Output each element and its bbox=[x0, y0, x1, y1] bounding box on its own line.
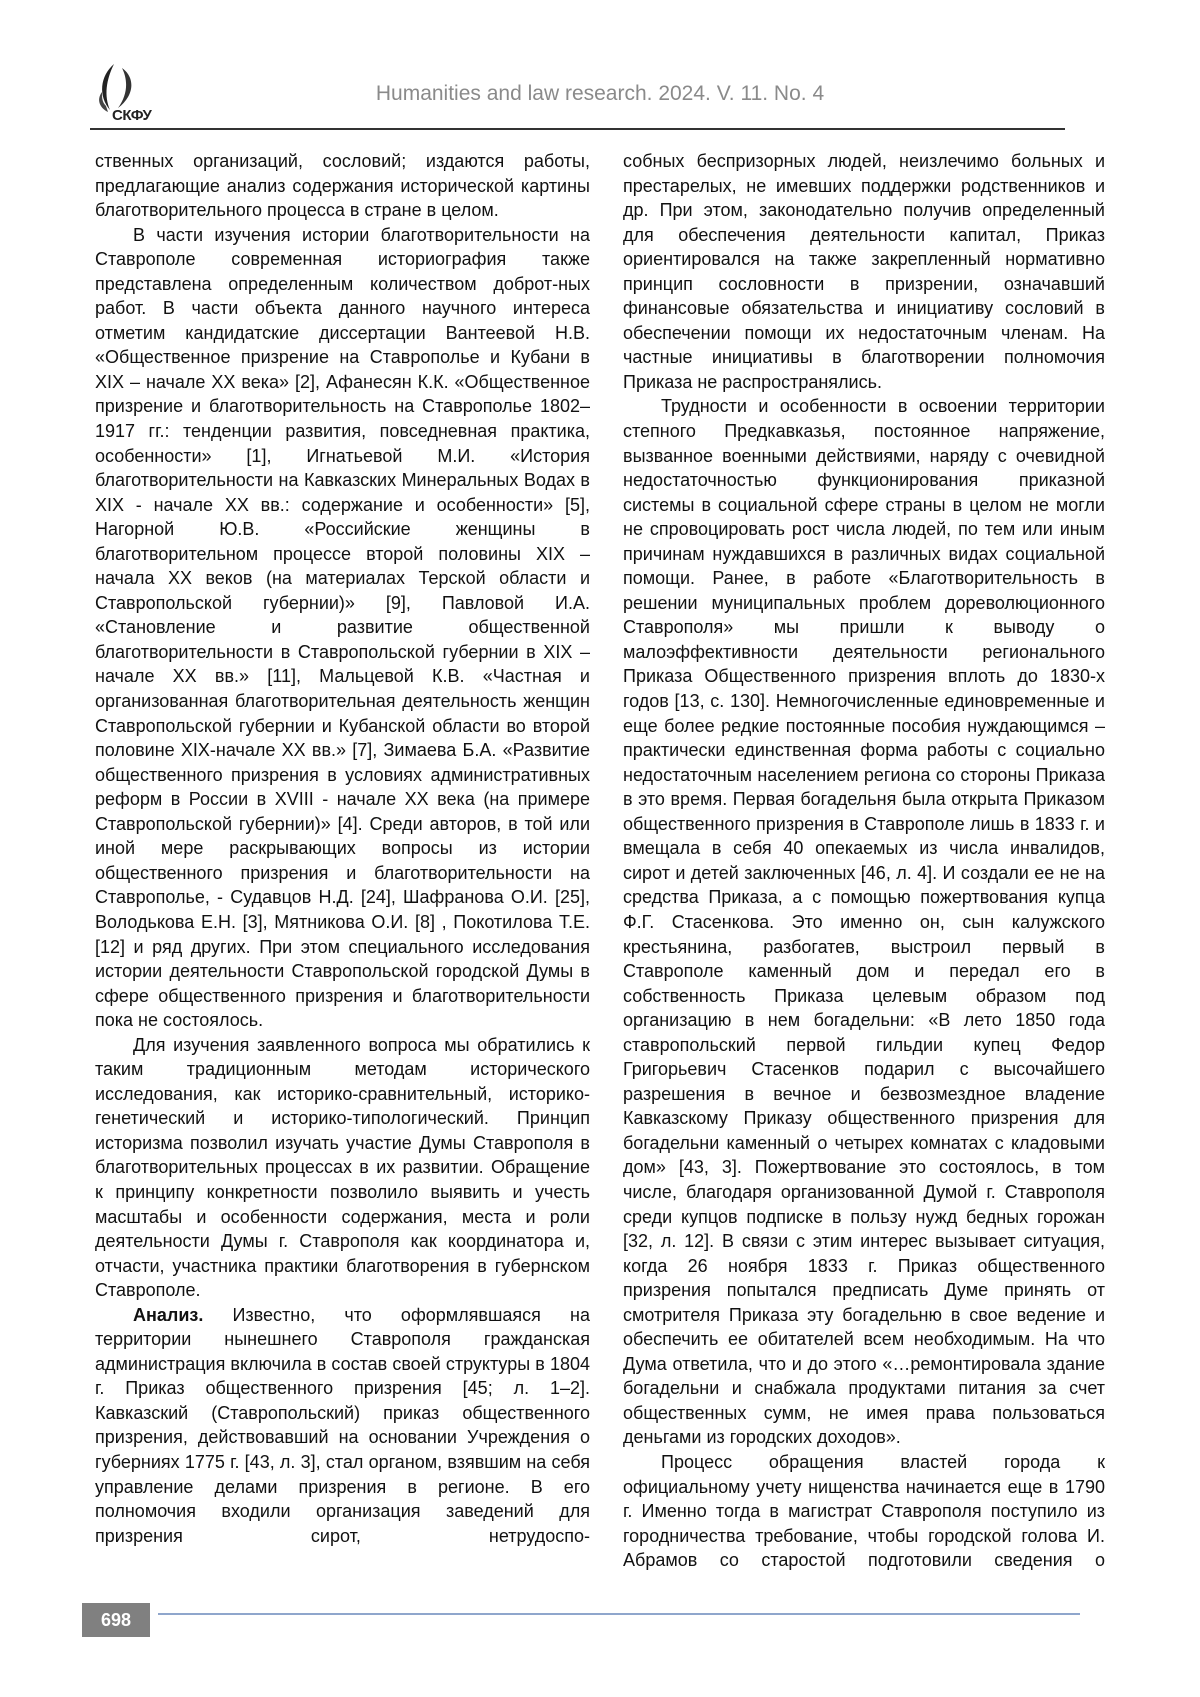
paragraph: ственных организаций, сословий; издаются работы, предлагающие анализ содержания исторической картины благотворительного процесса в стране в целом. bbox=[95, 151, 590, 221]
journal-title: Humanities and law research. 2024. V. 11. No. 4 bbox=[375, 82, 825, 105]
paragraph: Для изучения заявленного вопроса мы обратились к таким традиционным методам исторического исследования, как историко-сравнительный, историко-генетический и историко-типологический. Принцип историзма позволил изучать участие Думы Ставрополя в благотворительных процессах в их развитии. Обращение к принципу конкретности позволило выявить и учесть масштабы и особенности содержания, места и роли деятельности Думы г. Ставрополя как координатора и, отчасти, участника практики благотворения в губернском Ставрополе. bbox=[95, 1034, 590, 1301]
page-number: 698 bbox=[82, 1603, 150, 1637]
header-divider bbox=[90, 128, 1065, 130]
paragraph: Процесс обращения властей города к официальному учету нищенства начинается еще в 1790 г. Именно тогда в магистрат Ставрополя поступило из городничества требование, чтобы городской голова И. Абрамов со старостой подготовили сведения о bbox=[623, 1451, 1105, 1571]
paragraph-analysis bbox=[95, 1303, 590, 1548]
paragraph: Трудности и особенности в освоении территории степного Предкавказья, постоянное напряжение, вызванное военными действиями, наряду с очевидной недостаточностью функционирования приказной системы в социальной сфере страны в целом не могли не спровоцировать рост числа людей, по тем или иным причинам нуждавшихся в различных видах социальной помощи. Ранее, в работе «Благотворительность в решении муниципальных проблем дореволюционного Ставрополя» мы пришли к выводу о малоэффективности деятельности регионального Приказа Общественного призрения вплоть до 1830-х годов [13, с. 130]. Немногочисленные единовременные и еще более редкие постоянные пособия нуждающимся – практически единственная форма работы с социально недостаточным населением региона со стороны Приказа в это время. Первая богадельня была открыта Приказом общественного призрения в Ставрополе лишь в 1833 г. и вмещала в себя 40 опекаемых из числа инвалидов, сирот и детей заключенных [46, л. 4]. И создали ее не на средства Приказа, а с помощью пожертвования купца Ф.Г. Стасенкова. Это именно он, сын калужского крестьянина, разбогатев, выстроил первый в Ставрополе каменный дом и передал его в собственность Приказа целевым образом под организацию в нем богадельни: «В лето 1850 года ставропольский первой гильдии купец Федор Григорьевич Стасенков подарил с высочайшего разрешения в вечное и безвозмездное владение Кавказскому Приказу общественного призрения для богадельни каменный о четырех комнатах с кладовыми дом» [43, 3]. Пожертвование это состоялось, в том числе, благодаря организованной Думой г. Ставрополя среди купцов подписке в пользу нужд бедных горожан [32, л. 12]. В связи с этим интерес вызывает ситуация, когда 26 ноября 1833 г. Приказ общественного призрения попытался предписать Думе принять от смотрителя Приказа эту богадельню в свое ведение и обеспечить ее обитателей всем необходимым. На что Дума ответила, что и до этого «…ремонтировала здание богадельни и снабжала продуктами питания за счет общественных сумм, не имея права пользоваться деньгами из городских доходов». bbox=[623, 396, 1105, 1448]
right-column bbox=[623, 149, 1105, 1573]
paragraph: собных беспризорных людей, неизлечимо больных и престарелых, не имевших поддержки родственников и др. При этом, законодательно получив определенный для обеспечения деятельности капитал, Приказ ориентировался на также закрепленный нормативно принцип сословности в призрении, означавший финансовые обязательства и инициативу сословий в обеспечении помощи их недостаточным членам. На частные инициативы в благотворении полномочия Приказа не распространялись. bbox=[623, 151, 1105, 392]
analysis-heading: Анализ. bbox=[133, 1304, 204, 1325]
paragraph: В части изучения истории благотворительности на Ставрополе современная историография также представлена определенным количеством доброт-ных работ. В части объекта данного научного интереса отметим кандидатские диссертации Вантеевой Н.В. «Общественное призрение на Ставрополье и Кубани в XIX – начале XX века» [2], Афанесян К.К. «Общественное призрение и благотворительность на Ставрополье 1802–1917 гг.: тенденции развития, повседневная практика, особенности» [1], Игнатьевой М.И. «История благотворительности на Кавказских Минеральных Водах в XIX - начале XX вв.: содержание и особенности» [5], Нагорной Ю.В. «Российские женщины в благотворительном процессе второй половины XIX – начала XX веков (на материалах Терской области и Ставропольской губернии)» [9], Павловой И.А. «Становление и развитие общественной благотворительности в Ставропольской губернии в XIX – начале XX вв.» [11], Мальцевой К.В. «Частная и организованная благотворительная деятельность женщин Ставропольской губернии и Кубанской области во второй половине XIX-начале XX вв.» [7], Зимаева Б.А. «Развитие общественного призрения в условиях административных реформ в России в XVIII - начале XX века (на примере Ставропольской губернии)» [4]. Среди авторов, в той или иной мере раскрывающих вопросы из истории общественного призрения и благотворительности на Ставрополье, - Судавцов Н.Д. [24], Шафранова О.И. [25], Володькова Е.Н. [3], Мятникова О.И. [8] , Покотилова Т.Е. [12] и ряд других. При этом специального исследования истории деятельности Ставропольской городской Думы в сфере общественного призрения и благотворительности пока не состоялось. bbox=[95, 224, 590, 1031]
logo-text: СКФУ bbox=[112, 107, 152, 124]
footer-divider bbox=[158, 1613, 1080, 1615]
left-column bbox=[95, 149, 590, 1548]
paragraph-text: Известно, что оформлявшаяся на территории нынешнего Ставрополя гражданская администрация включила в состав своей структуры в 1804 г. Приказ общественного призрения [45; л. 1–2]. Кавказский (Ставропольский) приказ общественного призрения, действовавший на основании Учреждения о губерниях 1775 г. [43, л. 3], стал органом, взявшим на себя управление делами призрения в регионе. В его полномочия входили организация заведений для призрения сирот, нетрудоспо- bbox=[95, 1304, 590, 1546]
